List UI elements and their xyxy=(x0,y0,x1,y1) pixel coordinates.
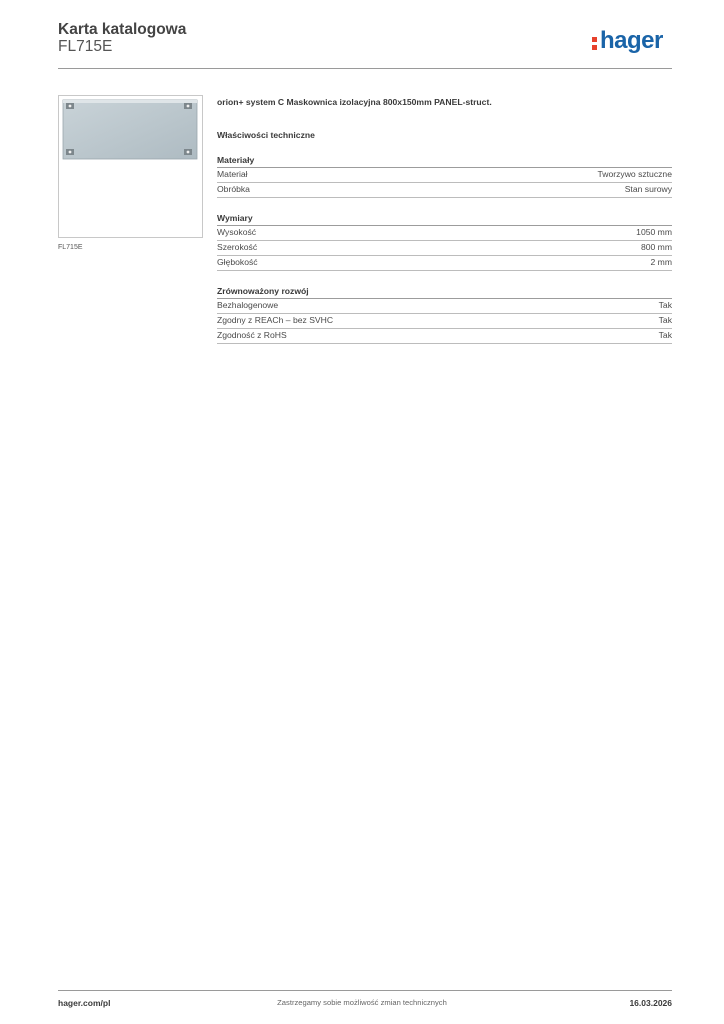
group-title: Zrównoważony rozwój xyxy=(217,286,672,299)
property-label: Głębokość xyxy=(217,257,258,267)
property-label: Bezhalogenowe xyxy=(217,300,279,310)
product-image-caption: FL715E xyxy=(58,244,83,251)
footer-website-link[interactable]: hager.com/pl xyxy=(58,998,111,1008)
properties-heading: Właściwości techniczne xyxy=(217,130,315,140)
header-divider xyxy=(58,68,672,69)
property-row xyxy=(217,256,672,271)
property-row xyxy=(217,168,672,183)
property-group-dimensions xyxy=(217,213,672,271)
hager-logo xyxy=(592,27,663,55)
property-label: Materiał xyxy=(217,169,248,179)
footer-divider xyxy=(58,990,672,991)
property-value: Tak xyxy=(658,300,672,310)
technical-details xyxy=(217,97,672,344)
property-row xyxy=(217,329,672,344)
property-value: 1050 mm xyxy=(636,227,672,237)
product-description: orion+ system C Maskownica izolacyjna 800x150mm PANEL-struct. xyxy=(217,97,492,107)
property-value: 2 mm xyxy=(650,257,672,267)
page-title: Karta katalogowa xyxy=(58,21,187,38)
property-group-sustainability xyxy=(217,286,672,344)
property-group-materials xyxy=(217,155,672,198)
footer-disclaimer: Zastrzegamy sobie możliwość zmian technicznych xyxy=(277,998,447,1007)
property-label: Obróbka xyxy=(217,184,250,194)
property-value: Tworzywo sztuczne xyxy=(597,169,672,179)
group-title: Materiały xyxy=(217,155,672,168)
property-label: Zgodność z RoHS xyxy=(217,330,287,340)
product-image-frame xyxy=(58,95,203,238)
logo-dots-icon xyxy=(592,32,598,50)
property-value: 800 mm xyxy=(640,242,672,252)
property-row xyxy=(217,226,672,241)
panel-image xyxy=(59,96,202,237)
logo-text: hager xyxy=(600,27,663,54)
property-value: Tak xyxy=(658,315,672,325)
property-row xyxy=(217,314,672,329)
property-label: Wysokość xyxy=(217,227,257,237)
property-value: Stan surowy xyxy=(624,184,672,194)
footer-date: 16.03.2026 xyxy=(629,998,672,1008)
property-value: Tak xyxy=(658,330,672,340)
property-label: Zgodny z REACh – bez SVHC xyxy=(217,315,334,325)
property-row xyxy=(217,183,672,198)
property-row xyxy=(217,299,672,314)
property-row xyxy=(217,241,672,256)
property-label: Szerokość xyxy=(217,242,258,252)
group-title: Wymiary xyxy=(217,213,672,226)
product-code: FL715E xyxy=(58,38,113,55)
